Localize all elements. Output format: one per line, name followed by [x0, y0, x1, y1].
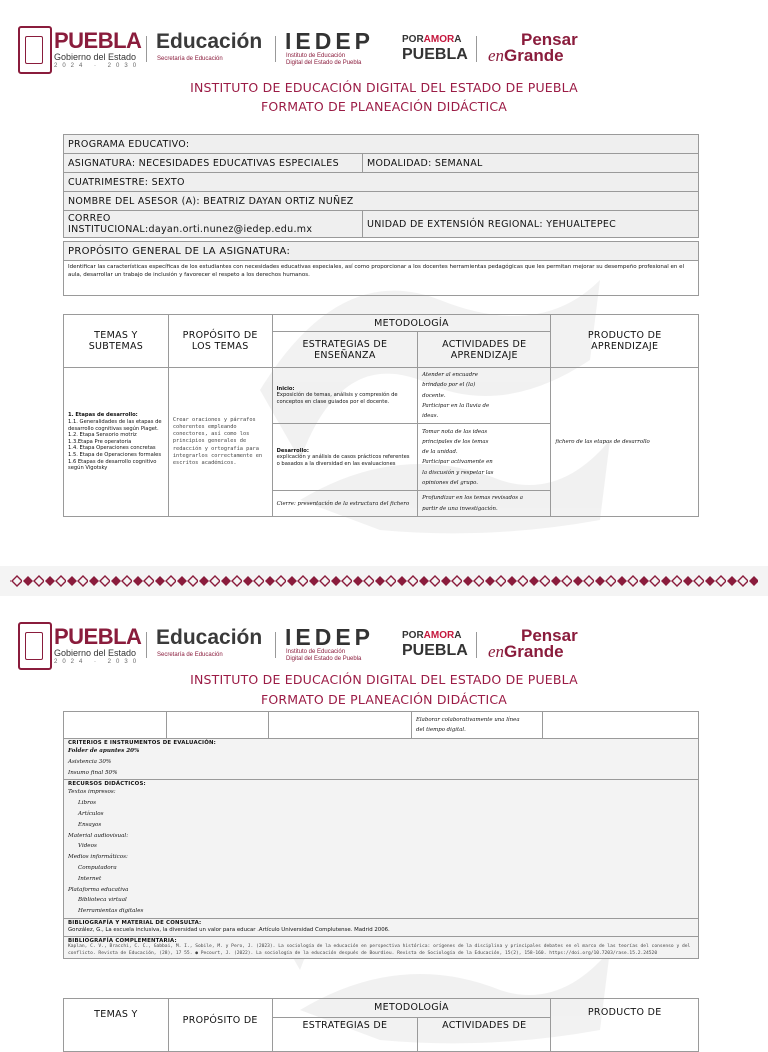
tema-item: 1. Etapas de desarrollo: — [68, 412, 138, 419]
programa-educativo-cell: PROGRAMA EDUCATIVO: — [64, 135, 699, 154]
recurso-item: Plataforma educativa — [68, 886, 129, 893]
iedep-logo-subtitle-1: Instituto de Educación — [286, 53, 346, 59]
estrategias-header: ESTRATEGIAS DE — [272, 1017, 418, 1051]
header-logos — [18, 26, 758, 76]
actividad-line: docente. — [422, 392, 446, 399]
actividad-line: del tiempo digital. — [416, 727, 466, 733]
logo-divider — [146, 632, 147, 658]
tema-item: 1.5. Etapa de Operaciones formales — [68, 451, 162, 458]
en-grande-logo — [488, 642, 564, 662]
recursos-list — [68, 787, 694, 917]
grande-text: Grande — [504, 46, 564, 65]
recurso-item: Biblioteca virtual — [78, 897, 127, 904]
methodology-table-2 — [63, 998, 699, 1052]
producto-header: PRODUCTO DE — [551, 999, 699, 1052]
estrategia-inicio-text: Exposición de temas, análisis y compresión de conceptos en clase guiados por el docente. — [276, 392, 398, 406]
logo-divider — [275, 632, 276, 658]
puebla-logo-years: 2024 · 2030 — [54, 659, 142, 665]
producto-header: PRODUCTO DE APRENDIZAJE — [551, 315, 699, 368]
iedep-logo-subtitle-2: Digital del Estado de Puebla — [286, 60, 362, 66]
recurso-item: Material audiovisual: — [68, 832, 129, 839]
puebla-logo-subtitle: Gobierno del Estado — [54, 648, 137, 658]
bibliografia-cell — [64, 918, 699, 936]
actividad-line: Participar activamente en — [422, 459, 493, 466]
puebla-seal-logo — [18, 26, 52, 74]
estrategia-inicio-cell — [272, 368, 418, 424]
a-text: A — [454, 34, 462, 45]
recurso-item: Libros — [78, 800, 96, 807]
tema-item: 1.1. Generalidades de las etapas de desarrollo cognitivas según Piaget. — [68, 418, 162, 432]
temas-header: TEMAS Y — [64, 999, 169, 1052]
recurso-item: Computadora — [78, 864, 117, 871]
proposito-header: PROPÓSITO DE LOS TEMAS — [168, 315, 272, 368]
actividad-line: opiniones del grupo. — [422, 480, 479, 487]
estrategia-inicio-label: Inicio: — [276, 385, 295, 392]
en-grande-logo — [488, 46, 564, 66]
actividades-header: ACTIVIDADES DE — [418, 1017, 551, 1051]
por-text: POR — [402, 630, 424, 641]
actividades-inicio-cell — [418, 368, 551, 424]
actividades-desarrollo-cell — [418, 424, 551, 491]
methodology-table — [63, 314, 699, 517]
por-text: POR — [402, 34, 424, 45]
iedep-logo-text: IEDEP — [285, 28, 375, 54]
estrategia-desarrollo-label: Desarrollo: — [276, 447, 309, 454]
actividad-line: brindado por el (la) — [422, 382, 476, 389]
recurso-item: Artículos — [78, 810, 104, 817]
bibliografia-text: González, G., La escuela inclusiva, la diversidad un valor para educar .Artículo Universidad Complutense. Madrid 2006. — [68, 926, 390, 933]
recurso-item: Textos impresos: — [68, 789, 116, 796]
pensar-logo-text: Pensar — [521, 626, 578, 645]
modalidad-cell: MODALIDAD: SEMANAL — [363, 154, 699, 173]
estrategia-desarrollo-cell — [272, 424, 418, 491]
empty-estrategia-cell — [269, 712, 412, 739]
bibliografia-complementaria-text: Kaplan, C. V., Bracchi, C. C., Gabbai, M. I., Sobile, M. y Pero, J. (2023). La sociología de la educación en perspectiva histórica: orígenes de la disciplina y principales debates en el marco de las teorías del consenso y del conflicto. Revista de Educación, (28), 17 55. ● Pecourt, J. (2022). La sociología de la educación después de Bourdieu. Revista de Sociología de la Educación, 15(2), 158-160. https://doi.org/10.7203/rase.15.2.24520 — [68, 943, 691, 956]
en-text: en — [488, 642, 505, 661]
por-amor-a-logo — [402, 630, 461, 641]
empty-proposito-cell — [167, 712, 269, 739]
asignatura-cell: ASIGNATURA: NECESIDADES EDUCATIVAS ESPECIALES — [64, 154, 363, 173]
estrategia-desarrollo-text: explicación y análisis de casos prácticos referentes o basados a la diversidad en las evaluaciones — [276, 454, 410, 467]
proposito-cell: Crear oraciones y párrafos coherentes empleando conectores, así como los principios generales de redacción y ortografía para integrarlos correctamente en escritos académicos. — [168, 368, 272, 517]
document-subtitle: FORMATO DE PLANEACIÓN DIDÁCTICA — [260, 99, 508, 114]
actividad-line: Atender al encuadre — [422, 372, 478, 378]
logo-divider — [275, 36, 276, 62]
tema-item: 1.4. Etapa Operaciones concretas — [68, 445, 156, 452]
asesor-cell: NOMBRE DEL ASESOR (A): BEATRIZ DAYAN ORTIZ NUÑEZ — [64, 192, 699, 211]
recurso-item: Ensayos — [78, 821, 102, 828]
educacion-logo-text: Educación — [156, 626, 263, 649]
actividades-cierre-cell — [418, 491, 551, 517]
estrategia-cierre-cell: Cierre: presentación de la estructura del fichero — [272, 491, 418, 517]
actividad-line: Profundizar en los temas revisados a — [422, 495, 523, 502]
page-divider — [0, 566, 768, 596]
purpose-heading: PROPÓSITO GENERAL DE LA ASIGNATURA: — [64, 242, 699, 261]
recurso-item: Internet — [78, 875, 102, 882]
metodologia-header: METODOLOGÍA — [272, 999, 551, 1018]
header-logos — [18, 622, 758, 672]
puebla-logo-subtitle: Gobierno del Estado — [54, 52, 137, 62]
empty-temas-cell — [64, 712, 167, 739]
puebla-slogan-text: PUEBLA — [402, 642, 468, 659]
bibliografia-complementaria-cell — [64, 936, 699, 958]
bibliografia-complementaria-heading: BIBLIOGRAFÍA COMPLEMENTARIA: — [68, 937, 177, 944]
metodologia-header: METODOLOGÍA — [272, 315, 551, 332]
logo-divider — [476, 632, 477, 658]
recursos-cell — [64, 780, 699, 919]
recursos-heading: RECURSOS DIDÁCTICOS: — [68, 781, 146, 788]
empty-producto-cell — [543, 712, 699, 739]
actividad-line: la discusión y respetar las — [422, 469, 494, 476]
cuatrimestre-cell: CUATRIMESTRE: SEXTO — [64, 173, 699, 192]
purpose-text: Identificar las características específicas de los estudiantes con necesidades educativas especiales, así como proporcionar a los docentes herramientas pedagógicas que les permitan mejorar su desempeño profesional en el aula, desarrollar un trabajo de inclusión y favorecer el respeto a los derechos humanos. — [64, 261, 699, 296]
pensar-logo-text: Pensar — [521, 30, 578, 49]
estrategias-header: ESTRATEGIAS DE ENSEÑANZA — [272, 332, 418, 368]
actividad-line: de la unidad. — [422, 449, 458, 456]
actividad-line: Participar en la lluvia de — [422, 402, 490, 409]
unidad-regional-cell: UNIDAD DE EXTENSIÓN REGIONAL: YEHUALTEPEC — [363, 211, 699, 238]
document-page-2 — [0, 600, 768, 1031]
criterio-item: Asistencia 30% — [68, 758, 112, 765]
iedep-logo-subtitle-1: Instituto de Educación — [286, 649, 346, 655]
actividad-line: partir de una investigación. — [422, 505, 498, 512]
tema-item: 1.6 Etapas de desarrollo cognitivo según Vigotsky — [68, 458, 157, 472]
logo-divider — [146, 36, 147, 62]
temas-header: TEMAS Y SUBTEMAS — [64, 315, 169, 368]
criterios-heading: CRITERIOS E INSTRUMENTOS DE EVALUACIÓN: — [68, 740, 217, 746]
recurso-item: Videos — [78, 843, 97, 850]
amor-text: AMOR — [423, 34, 455, 45]
document-title: INSTITUTO DE EDUCACIÓN DIGITAL DEL ESTADO DE PUEBLA — [190, 672, 578, 687]
recurso-item: Herramientas digitales — [78, 908, 144, 915]
tema-item: 1.3.Etapa Pre operatoria — [68, 438, 132, 445]
grande-text: Grande — [504, 642, 564, 661]
puebla-logo-text: PUEBLA — [54, 28, 142, 53]
educacion-logo-subtitle: Secretaría de Educación — [157, 652, 223, 658]
iedep-logo-subtitle-2: Digital del Estado de Puebla — [286, 656, 362, 662]
criterios-cell — [64, 739, 699, 780]
amor-text: AMOR — [423, 630, 455, 641]
en-text: en — [488, 46, 505, 65]
course-info-table — [63, 134, 699, 238]
educacion-logo-text: Educación — [156, 30, 263, 53]
purpose-table — [63, 241, 699, 296]
producto-cell: fichero de las etapas de desarrollo — [551, 368, 699, 517]
actividad-line: Elaborar colaborativamente una línea — [416, 716, 520, 723]
correo-cell: CORREO INSTITUCIONAL:dayan.orti.nunez@iedep.edu.mx — [64, 211, 363, 238]
puebla-logo-text: PUEBLA — [54, 624, 142, 649]
puebla-slogan-text: PUEBLA — [402, 46, 468, 63]
educacion-logo-subtitle: Secretaría de Educación — [157, 56, 223, 62]
a-text: A — [454, 630, 462, 641]
criterio-item: Insumo final 50% — [68, 769, 118, 776]
actividades-header: ACTIVIDADES DE APRENDIZAJE — [418, 332, 551, 368]
por-amor-a-logo — [402, 34, 461, 45]
logo-divider — [476, 36, 477, 62]
continuation-table — [63, 711, 699, 959]
document-subtitle: FORMATO DE PLANEACIÓN DIDÁCTICA — [260, 692, 508, 707]
recurso-item: Medios informáticos: — [68, 854, 128, 861]
decorative-border — [0, 566, 768, 596]
iedep-logo-text: IEDEP — [285, 624, 375, 650]
document-title: INSTITUTO DE EDUCACIÓN DIGITAL DEL ESTADO DE PUEBLA — [190, 80, 578, 95]
actividad-continuation-cell — [412, 712, 543, 739]
proposito-header: PROPÓSITO DE — [168, 999, 272, 1052]
puebla-seal-logo — [18, 622, 52, 670]
puebla-logo-years: 2024 · 2030 — [54, 63, 142, 69]
temas-cell — [64, 368, 169, 517]
actividad-line: principales de los temas — [422, 438, 489, 445]
tema-item: 1.2. Etapa Sensorio motriz — [68, 432, 137, 439]
actividad-line: Tomar nota de las ideas — [422, 428, 488, 435]
actividad-line: ideas. — [422, 413, 439, 420]
criterio-item: Folder de apuntes 20% — [68, 748, 140, 754]
bibliografia-heading: BIBLIOGRAFÍA Y MATERIAL DE CONSULTA: — [68, 919, 202, 926]
